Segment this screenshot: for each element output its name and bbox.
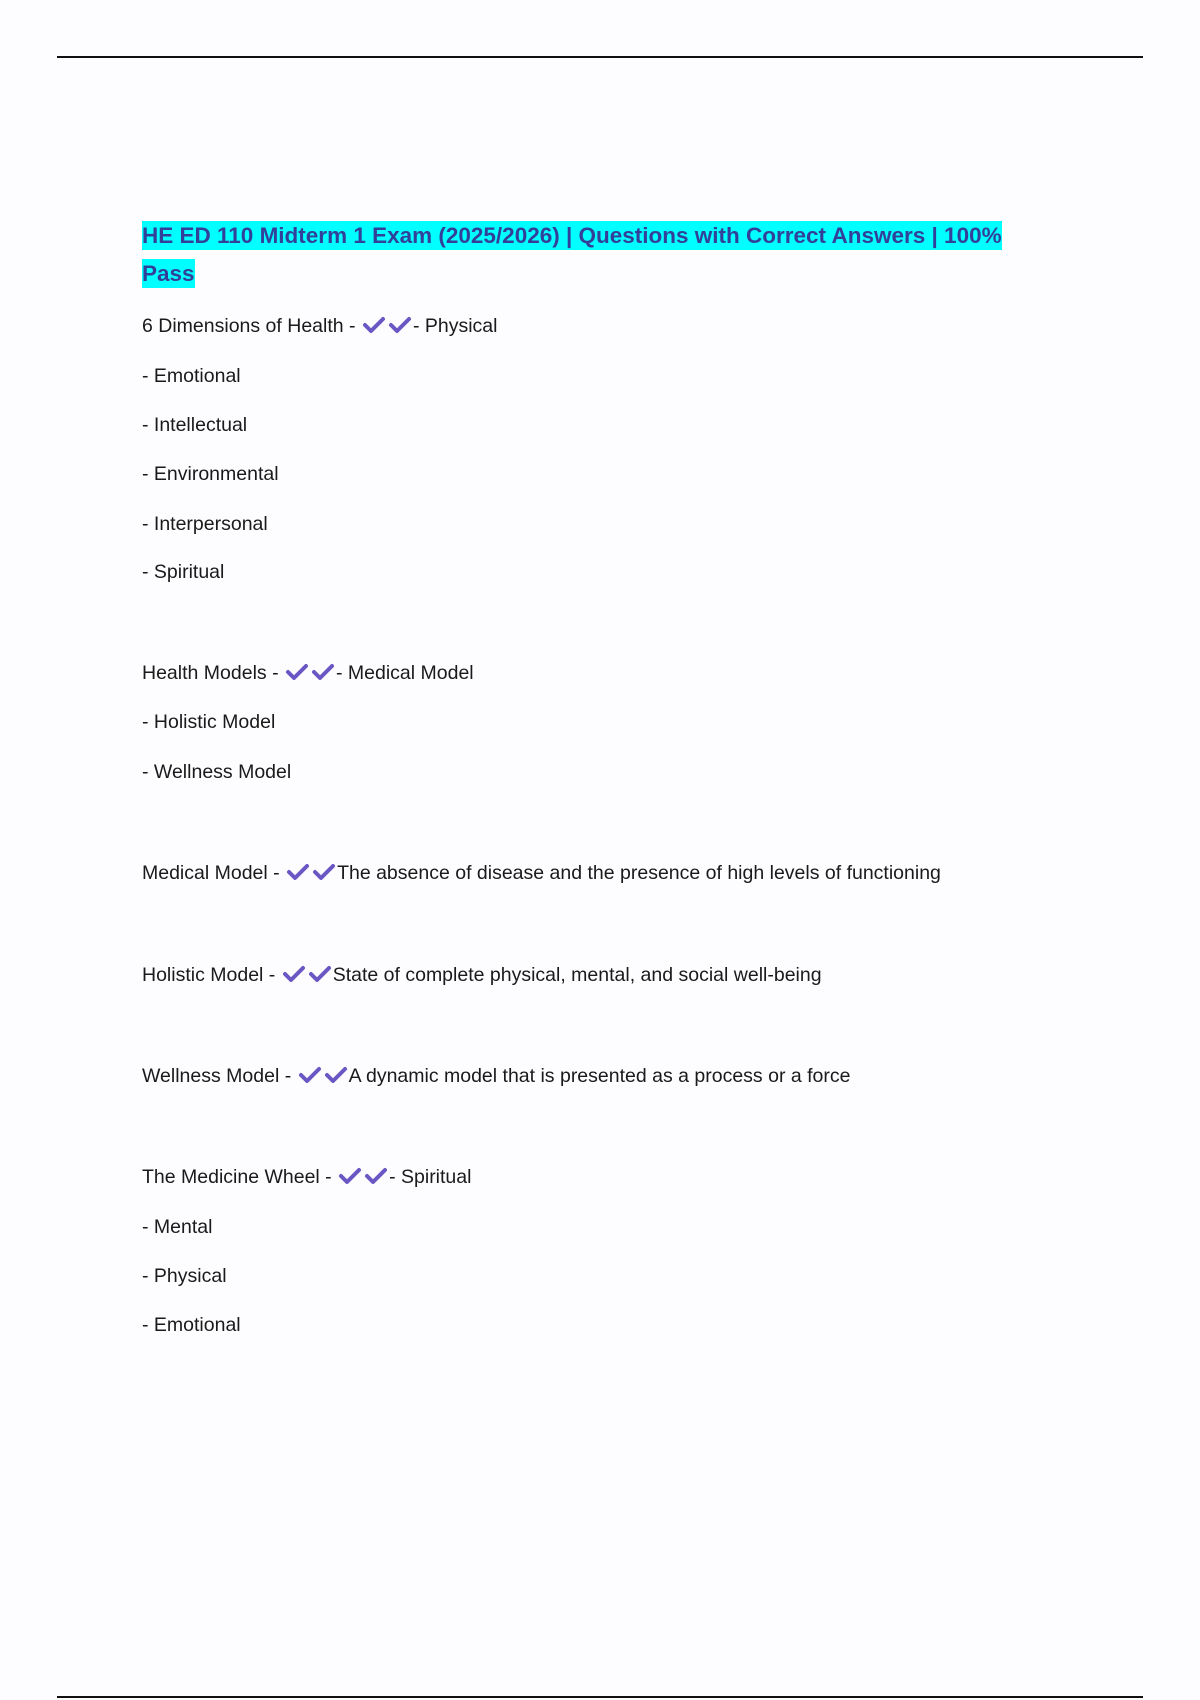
answer-item: - Emotional (142, 1314, 241, 1336)
answer-item: - Holistic Model (142, 711, 276, 733)
question-term: The Medicine Wheel - (142, 1166, 332, 1188)
answer-item: - Spiritual (142, 561, 225, 583)
answer-item: - Interpersonal (142, 513, 268, 535)
top-rule (57, 56, 1143, 58)
checkmark-icon (311, 862, 337, 882)
qa-line (142, 1215, 212, 1239)
answer-text: - Physical (412, 315, 498, 337)
qa-line (142, 1064, 850, 1088)
answer-item: - Intellectual (142, 414, 248, 436)
checkmark-icon (361, 315, 387, 335)
checkmark-icon (387, 315, 413, 335)
title-text: HE ED 110 Midterm 1 Exam (2025/2026) | Questions with Correct Answers | 100% Pass (142, 223, 1002, 286)
answer-item: - Wellness Model (142, 761, 292, 783)
question-term: 6 Dimensions of Health - (142, 315, 356, 337)
bottom-rule (57, 1696, 1143, 1698)
qa-line (142, 512, 268, 536)
qa-line (142, 1165, 471, 1189)
qa-line (142, 710, 275, 734)
checkmark-icon (323, 1065, 349, 1085)
question-term: Medical Model - (142, 862, 280, 884)
qa-line (142, 861, 941, 885)
qa-line (142, 760, 291, 784)
qa-line (142, 1313, 241, 1337)
checkmark-icon (310, 662, 336, 682)
answer-item: - Environmental (142, 463, 279, 485)
answer-item: - Physical (142, 1265, 227, 1287)
question-term: Holistic Model - (142, 964, 276, 986)
qa-line (142, 560, 224, 584)
answer-text: - Medical Model (335, 662, 474, 684)
checkmark-icon (307, 964, 333, 984)
answer-text: State of complete physical, mental, and social well-being (332, 964, 822, 986)
qa-line (142, 661, 474, 685)
answer-text: The absence of disease and the presence of high levels of functioning (337, 862, 941, 884)
checkmark-icon (337, 1166, 363, 1186)
question-term: Health Models - (142, 662, 279, 684)
checkmark-icon (284, 662, 310, 682)
qa-line (142, 462, 279, 486)
answer-text: - Spiritual (389, 1166, 472, 1188)
qa-line (142, 364, 241, 388)
checkmark-icon (285, 862, 311, 882)
checkmark-icon (281, 964, 307, 984)
qa-line (142, 1264, 227, 1288)
checkmark-icon (363, 1166, 389, 1186)
answer-item: - Emotional (142, 365, 241, 387)
qa-line (142, 413, 247, 437)
answer-text: A dynamic model that is presented as a process or a force (348, 1065, 851, 1087)
question-term: Wellness Model - (142, 1065, 292, 1087)
document-title (142, 217, 1022, 293)
qa-line (142, 314, 497, 338)
answer-item: - Mental (142, 1216, 213, 1238)
qa-line (142, 963, 822, 987)
checkmark-icon (297, 1065, 323, 1085)
